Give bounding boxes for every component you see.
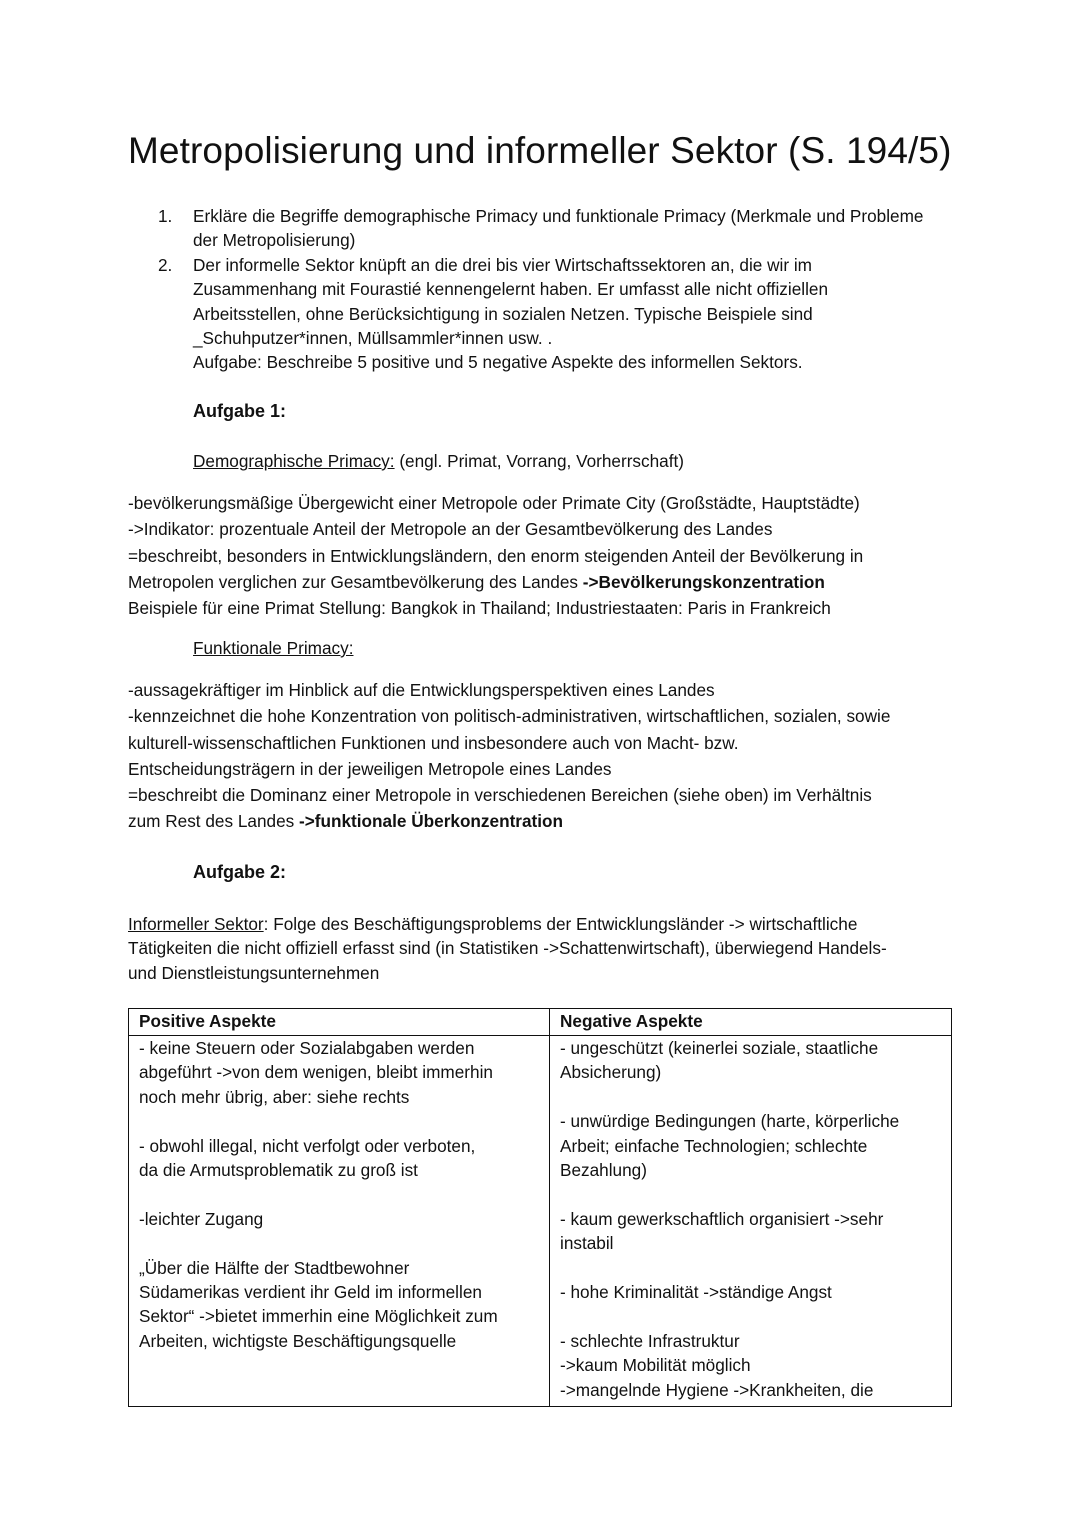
text-line: - keine Steuern oder Sozialabgaben werden bbox=[139, 1038, 475, 1058]
page-title: Metropolisierung und informeller Sektor (S. 194/5) bbox=[128, 130, 952, 171]
text-line: Arbeit; einfache Technologien; schlechte bbox=[560, 1135, 868, 1156]
functional-primacy-term: Funktionale Primacy: bbox=[193, 638, 354, 658]
text-line: Südamerikas verdient ihr Geld im informellen bbox=[139, 1282, 482, 1303]
informal-sector-term: Informeller Sektor bbox=[128, 914, 264, 934]
list-item bbox=[139, 1134, 541, 1183]
text-line: - schlechte Infrastruktur bbox=[560, 1330, 740, 1351]
positive-header: Positive Aspekte bbox=[129, 1009, 550, 1036]
text-line: Bezahlung) bbox=[560, 1160, 647, 1181]
text-line: - unwürdige Bedingungen (harte, körperliche bbox=[560, 1111, 900, 1132]
text-span: Metropolen verglichen zur Gesamtbevölkerung des Landes bbox=[128, 571, 583, 592]
task-line: Aufgabe: Beschreibe 5 positive und 5 negative Aspekte des informellen Sektors. bbox=[193, 352, 803, 373]
list-item bbox=[560, 1280, 943, 1304]
text-line bbox=[128, 912, 958, 936]
text-line: da die Armutsproblematik zu groß ist bbox=[139, 1160, 418, 1181]
functional-primacy-heading bbox=[193, 638, 353, 659]
demographic-primacy-heading bbox=[193, 451, 684, 472]
task-number: 1. bbox=[158, 206, 173, 226]
text-line: Arbeiten, wichtigste Beschäftigungsquelle bbox=[139, 1330, 457, 1351]
demographic-primacy-term: Demographische Primacy: bbox=[193, 451, 395, 471]
text-line: und Dienstleistungsunternehmen bbox=[128, 962, 380, 983]
text-line: =beschreibt die Dominanz einer Metropole in verschiedenen Bereichen (siehe oben) im Verhältnis bbox=[128, 785, 872, 806]
task-line: _Schuhputzer*innen, Müllsammler*innen usw. . bbox=[193, 328, 553, 349]
text-line: Sektor“ ->bietet immerhin eine Möglichkeit zum bbox=[139, 1306, 498, 1327]
text-line: ->Indikator: prozentuale Anteil der Metropole an der Gesamtbevölkerung des Landes bbox=[128, 519, 773, 540]
aufgabe1-heading: Aufgabe 1: bbox=[193, 401, 287, 421]
task-list bbox=[158, 204, 928, 375]
list-item bbox=[560, 1109, 943, 1182]
task-line: Der informelle Sektor knüpft an die drei bis vier Wirtschaftssektoren an, die wir im bbox=[193, 254, 812, 275]
text-line: Entscheidungsträgern in der jeweiligen Metropole eines Landes bbox=[128, 758, 612, 779]
negative-header: Negative Aspekte bbox=[550, 1009, 952, 1036]
table-header-row bbox=[129, 1009, 952, 1036]
text-line bbox=[128, 808, 958, 834]
text-line bbox=[128, 569, 958, 595]
text-line: -leichter Zugang bbox=[139, 1208, 264, 1229]
text-line: Beispiele für eine Primat Stellung: Bangkok in Thailand; Industriestaaten: Paris in Frankreich bbox=[128, 598, 831, 619]
task-item bbox=[158, 204, 928, 253]
positive-cell bbox=[129, 1036, 550, 1407]
text-line: ->mangelnde Hygiene ->Krankheiten, die bbox=[560, 1379, 874, 1400]
task-text bbox=[193, 253, 928, 375]
informal-sector-definition bbox=[128, 912, 958, 985]
text-line: -bevölkerungsmäßige Übergewicht einer Metropole oder Primate City (Großstädte, Hauptstädte) bbox=[128, 493, 860, 513]
task-text: Erkläre die Begriffe demographische Primacy und funktionale Primacy (Merkmale und Probleme der Metropolisierung) bbox=[193, 206, 924, 251]
text-span: zum Rest des Landes bbox=[128, 811, 300, 832]
aufgabe2-heading: Aufgabe 2: bbox=[193, 862, 287, 882]
aspects-table bbox=[128, 1008, 952, 1407]
task-line: Zusammenhang mit Fourastié kennengelernt haben. Er umfasst alle nicht offiziellen bbox=[193, 279, 829, 300]
text-span: : Folge des Beschäftigungsproblems der Entwicklungsländer -> wirtschaftliche bbox=[263, 914, 858, 934]
list-item bbox=[139, 1256, 541, 1354]
task-line: Arbeitsstellen, ohne Berücksichtigung in sozialen Netzen. Typische Beispiele sind bbox=[193, 303, 813, 324]
list-item bbox=[560, 1329, 943, 1402]
text-line: Tätigkeiten die nicht offiziell erfasst sind (in Statistiken ->Schattenwirtschaft), überwiegend Handels- bbox=[128, 938, 887, 959]
list-item bbox=[139, 1207, 541, 1231]
text-line: ->kaum Mobilität möglich bbox=[560, 1355, 751, 1376]
list-item bbox=[139, 1036, 541, 1109]
text-line: - hohe Kriminalität ->ständige Angst bbox=[560, 1282, 832, 1303]
text-line: noch mehr übrig, aber: siehe rechts bbox=[139, 1086, 410, 1107]
text-line: - kaum gewerkschaftlich organisiert ->sehr bbox=[560, 1208, 884, 1229]
task-item bbox=[158, 253, 928, 375]
text-line: - obwohl illegal, nicht verfolgt oder verboten, bbox=[139, 1135, 476, 1156]
text-line: kulturell-wissenschaftlichen Funktionen und insbesondere auch von Macht- bzw. bbox=[128, 732, 739, 753]
bold-conclusion: ->funktionale Überkonzentration bbox=[299, 811, 564, 832]
negative-cell bbox=[550, 1036, 952, 1407]
table-row bbox=[129, 1036, 952, 1407]
task-number: 2. bbox=[158, 254, 173, 275]
functional-primacy-text bbox=[128, 677, 958, 835]
text-line: =beschreibt, besonders in Entwicklungsländern, den enorm steigenden Anteil der Bevölkerung in bbox=[128, 545, 864, 566]
text-line: instabil bbox=[560, 1233, 614, 1254]
list-item bbox=[560, 1207, 943, 1256]
demographic-primacy-note: (engl. Primat, Vorrang, Vorherrschaft) bbox=[394, 451, 685, 471]
list-item bbox=[560, 1036, 943, 1085]
demographic-primacy-text bbox=[128, 490, 958, 621]
text-line: - ungeschützt (keinerlei soziale, staatliche bbox=[560, 1038, 879, 1058]
bold-conclusion: ->Bevölkerungskonzentration bbox=[582, 571, 825, 592]
text-line: abgeführt ->von dem wenigen, bleibt immerhin bbox=[139, 1062, 493, 1083]
text-line: -kennzeichnet die hohe Konzentration von politisch-administrativen, wirtschaftlichen, sozialen, sowie bbox=[128, 706, 891, 727]
text-line: -aussagekräftiger im Hinblick auf die Entwicklungsperspektiven eines Landes bbox=[128, 680, 715, 700]
text-line: Absicherung) bbox=[560, 1062, 662, 1083]
text-line: „Über die Hälfte der Stadtbewohner bbox=[139, 1257, 410, 1278]
